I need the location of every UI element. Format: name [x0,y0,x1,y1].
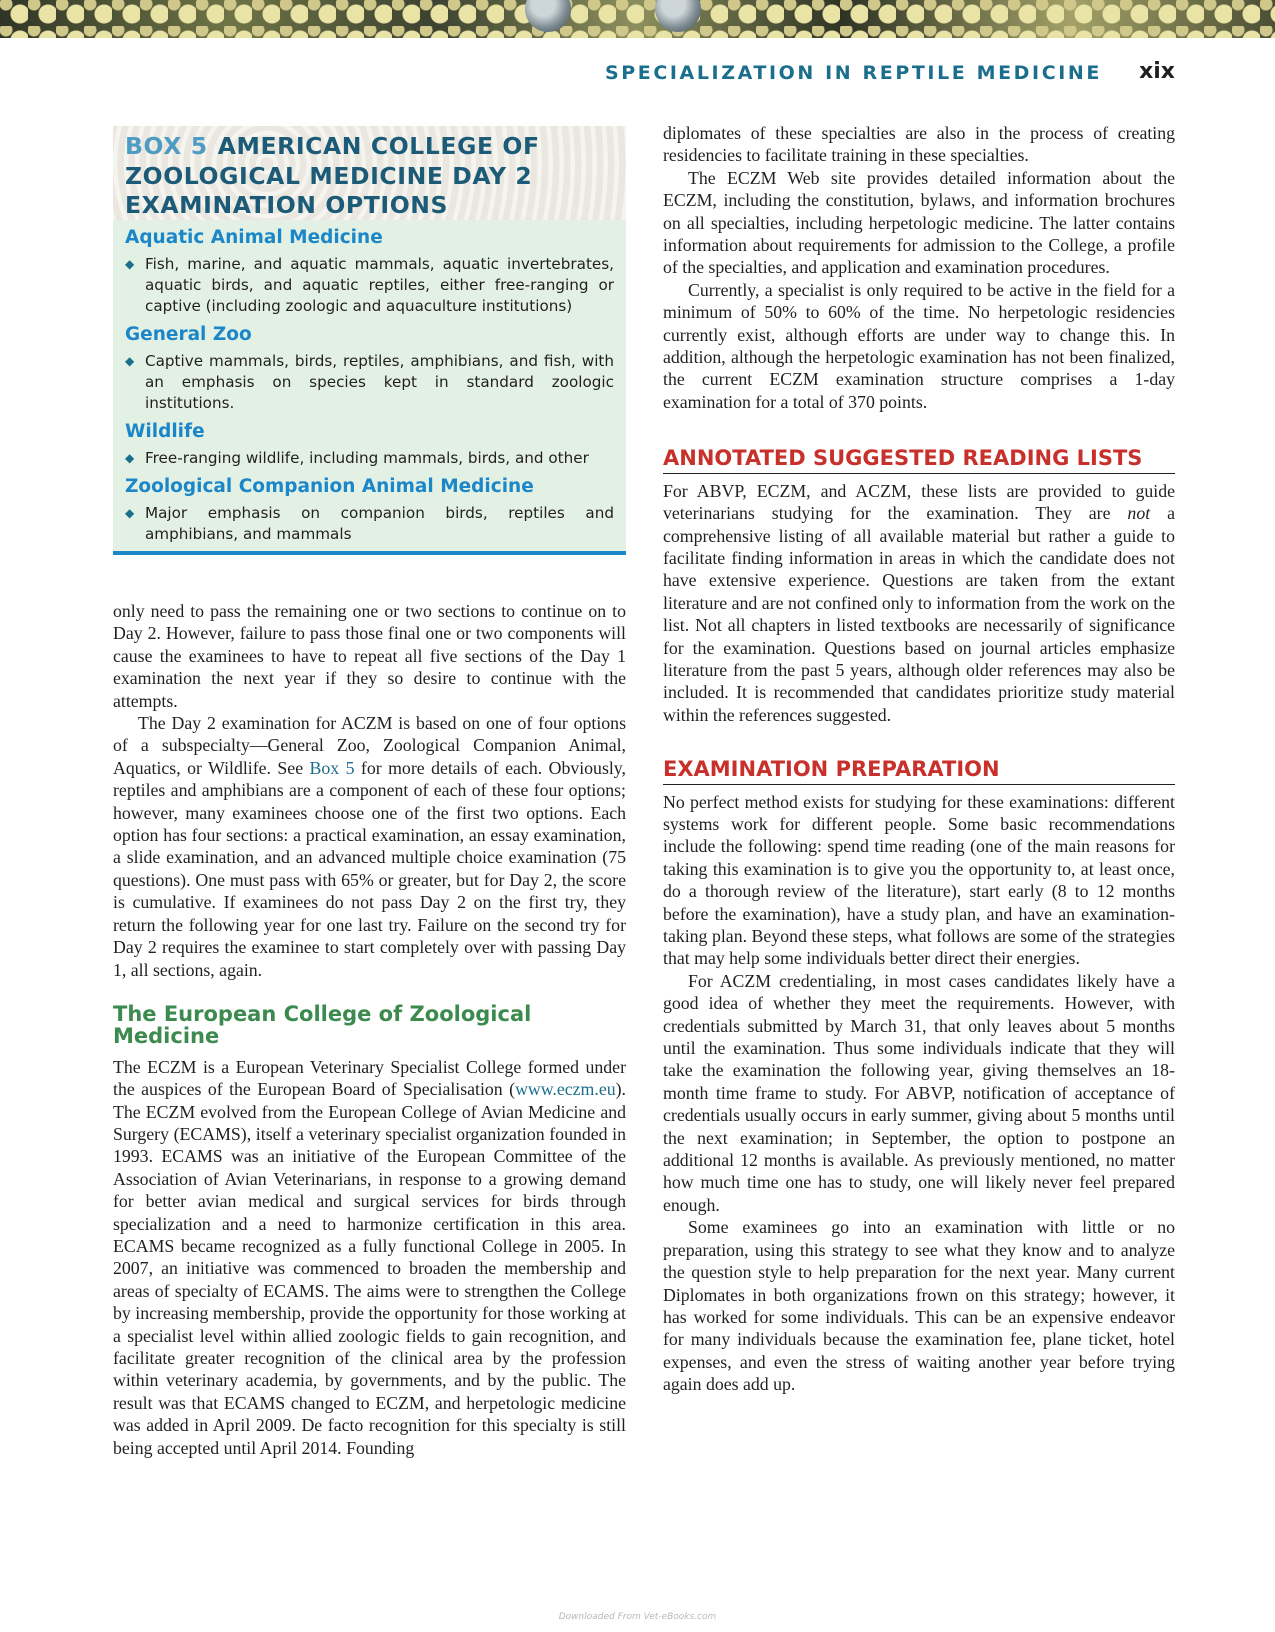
section-heading: ANNOTATED SUGGESTED READING LISTS [663,447,1175,473]
diamond-bullet-icon: ◆ [125,451,135,465]
diamond-bullet-icon: ◆ [125,506,135,520]
eczm-website-link[interactable]: www.eczm.eu [515,1079,616,1100]
box-list-item [125,254,614,317]
box-list-item [125,503,614,545]
reptile-eye-decoration [655,0,701,32]
paragraph: The ECZM Web site provides detailed information about the ECZM, including the constitution, bylaws, and information brochures on all specialties, including herpetologic medicine. The latter contains information about requirements for admission to the College, a profile of the specialties, and application and examination procedures. [663,167,1175,278]
page-number: xix [1139,59,1175,84]
paragraph [113,1056,626,1459]
header-texture-banner [0,0,1275,38]
paragraph: only need to pass the remaining one or two sections to continue on to Day 2. However, failure to pass those final one or two components will cause the examinees to have to repeat all five sections of the Day 1 examination the next year if they so desire to continue with the attempts. [113,601,626,711]
box-list-item [125,448,614,469]
paragraph-text: ). The ECZM evolved from the European College of Avian Medicine and Surgery (ECAMS), itself a veterinary specialist organization founded in 1993. ECAMS was an initiative of the European Committee of the Association of Avian Veterinarians, in response to a growing demand for better avian medical and surgical services for birds through specialization and a need to harmonize certification in this area. ECAMS became recognized as a fully functional College in 2005. In 2007, an initiative was commenced to broaden the membership and areas of specialty of ECAMS. The aims were to strengthen the College by increasing membership, provide the opportunity for those working at a specialist level within allied zoologic fields to gain recognition, and facilitate greater recognition of the clinical area by the profession within veterinary academia, by governments, and by the public. The result was that ECAMS changed to ECZM, and herpetologic medicine was added in April 2009. De facto recognition for this specialty is still being accepted until April 2014. Founding [113,1079,626,1458]
paragraph: Some examinees go into an examination with little or no preparation, using this strategy to see what they know and to analyze the question style to help preparation for the next year. Many current Diplomates in both organizations frown on this strategy; however, it has worked for some individuals. This can be an expensive endeavor for many individuals because the examination fee, plane ticket, hotel expenses, and even the stress of waiting another year before trying again does add up. [663,1217,1175,1395]
section-heading: EXAMINATION PREPARATION [663,758,1175,784]
box-bottom-rule [113,551,626,555]
box-title-text: AMERICAN COLLEGE OF ZOOLOGICAL MEDICINE DAY 2 EXAMINATION OPTIONS [125,132,540,219]
download-watermark: Downloaded From Vet-eBooks.com [558,1612,717,1622]
paragraph: diplomates of these specialties are also in the process of creating residencies to facilitate training in these specialties. [663,123,1175,166]
box-item-text: Major emphasis on companion birds, reptiles and amphibians, and mammals [145,504,614,543]
box-section-heading: Zoological Companion Animal Medicine [125,476,534,497]
paragraph: For ACZM credentialing, in most cases candidates likely have a good idea of whether they meet the requirements. However, with credentials submitted by March 31, that only leaves about 5 months until the examination. Thus some individuals indicate that they will take the examination the following year, giving themselves an 18-month time frame to study. For ABVP, notification of acceptance of credentials usually occurs in early summer, giving about 5 months until the next examination; in September, the option to postpone an additional 12 months is available. As previously mentioned, no matter how much time one has to study, one will likely never feel prepared enough. [663,970,1175,1215]
box-section-heading: General Zoo [125,324,252,345]
paragraph [113,712,626,981]
diamond-bullet-icon: ◆ [125,354,135,368]
paragraph-text: for more details of each. Obviously, reptiles and amphibians are a component of each of these four options; however, many examinees choose one of the first two options. Each option has four sections: a practical examination, an essay examination, a slide examination, and an advanced multiple choice examination (75 questions). One must pass with 65% or greater, but for Day 2, the score is cumulative. If examinees do not pass Day 2 on the first try, they return the following year for one last try. Failure on the second try for Day 2 requires the examinee to start completely over with passing Day 1, all sections, again. [113,757,626,980]
box-number: BOX 5 [125,132,208,160]
paragraph-text: a comprehensive listing of all available material but rather a guide to facilitate finding information in areas in which the candidate does not have extensive experience. Questions are taken from the extant literature and are not confined only to information from the work on the list. Not all chapters in listed textbooks are necessarily of significance for the examination. Questions based on journal articles emphasize literature from the past 5 years, although older references may also be included. It is recommended that candidates prioritize study material within the references suggested. [663,503,1175,725]
box-section-heading: Aquatic Animal Medicine [125,227,383,248]
paragraph-text: The ECZM is a European Veterinary Specialist College formed under the auspices of the European Board of Specialisation ( [113,1056,626,1100]
box-5-link[interactable]: Box 5 [309,757,355,778]
box-list-item [125,351,614,414]
right-column [663,122,1175,1396]
paragraph-text: For ABVP, ECZM, and ACZM, these lists are provided to guide veterinarians studying for the examination. They are [663,480,1175,524]
box-header [113,126,626,220]
box-item-text: Free-ranging wildlife, including mammals, birds, and other [145,449,589,467]
sidebar-box [113,126,626,552]
left-column [113,600,626,1459]
running-head: SPECIALIZATION IN REPTILE MEDICINE [604,62,1102,84]
paragraph: No perfect method exists for studying for these examinations: different systems work for different people. Some basic recommendations include the following: spend time reading (one of the main reasons for taking this examination is to give you the opportunity to, at least once, do a thorough review of the literature), start early (8 to 12 months before the examination), have a study plan, and have an examination-taking plan. Beyond these steps, what follows are some of the strategies that may help some individuals better direct their energies. [663,791,1175,969]
reptile-eye-decoration [525,0,571,32]
box-title [125,132,614,221]
box-section-heading: Wildlife [125,421,205,442]
paragraph [663,480,1175,726]
box-item-text: Captive mammals, birds, reptiles, amphibians, and fish, with an emphasis on species kept in standard zoologic institutions. [145,352,614,412]
diamond-bullet-icon: ◆ [125,257,135,271]
box-item-text: Fish, marine, and aquatic mammals, aquatic invertebrates, aquatic birds, and aquatic reptiles, either free-ranging or captive (including zoologic and aquaculture institutions) [145,255,614,315]
section-heading: The European College of Zoological Medicine [113,1001,532,1049]
paragraph-text: The Day 2 examination for ACZM is based on one of four options of a subspecialty—General Zoo, Zoological Companion Animal, Aquatics, or Wildlife. See [113,713,626,778]
emphasis-text: not [1127,503,1151,524]
paragraph: Currently, a specialist is only required to be active in the field for a minimum of 50% to 60% of the time. No herpetologic residencies currently exist, although efforts are under way to change this. In addition, although the herpetologic examination has not been finalized, the current ECZM examination structure comprises a 1-day examination for a total of 370 points. [663,279,1175,412]
